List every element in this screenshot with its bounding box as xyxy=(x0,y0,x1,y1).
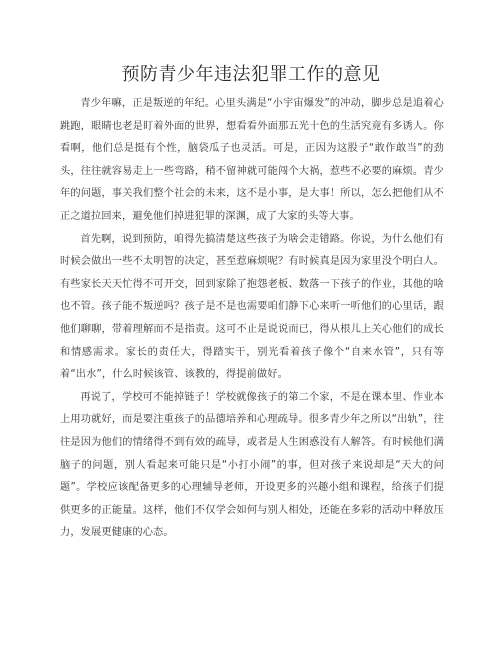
document-title: 预防青少年违法犯罪工作的意见 xyxy=(121,64,381,85)
paragraph: 再说了，学校可不能掉链子！学校就像孩子的第二个家，不是在课本里、作业本上用功就好，而是要注重孩子的品德培养和心理疏导。很多青少年之所以“出轨”，往往是因为他们的情绪得不到有效的疏导，或者是人生困惑没有人解答。有时候他们满脑子的问题，别人看起来可能只是“小打小闹”的事，但对孩子来说却是“天大的问题”。学校应该配备更多的心理辅导老师，开设更多的兴趣小组和课程，给孩子们提供更多的正能量。这样，他们不仅学会如何与别人相处，还能在多彩的活动中释放压力，发展更健康的心态。 xyxy=(60,391,444,539)
document-body xyxy=(60,93,444,545)
paragraph: 首先啊，说到预防，咱得先搞清楚这些孩子为啥会走错路。你说，为什么他们有时候会做出一些不太明智的决定，甚至惹麻烦呢？有时候真是因为家里没个明白人。有些家长天天忙得不可开交，回到家除了抱怨老板、数落一下孩子的作业，其他的啥也不管。孩子能不叛逆吗？孩子是不是也需要咱们静下心来听一听他们的心里话，跟他们聊聊，带着理解而不是指责。这可不止是说说而已，得从根儿上关心他们的成长和情感需求。家长的责任大，得踏实干，别光看着孩子像个“自来水管”，只有等着“出水”，什么时候该管、该教的，得提前做好。 xyxy=(60,233,444,381)
paragraph: 青少年嘛，正是叛逆的年纪。心里头满是“小宇宙爆发”的冲动，脚步总是追着心跳跑，眼睛也老是盯着外面的世界，想看看外面那五光十色的生活究竟有多诱人。你看啊，他们总是挺有个性，脑袋瓜子也灵活。可是，正因为这股子“敢作敢当”的劲头，往往就容易走上一些弯路，稍不留神就可能闯个大祸，惹些不必要的麻烦。青少年的问题，事关我们整个社会的未来，这不是小事，是大事！所以，怎么把他们从不正之道拉回来，避免他们掉进犯罪的深渊，成了大家的头等大事。 xyxy=(60,98,444,222)
